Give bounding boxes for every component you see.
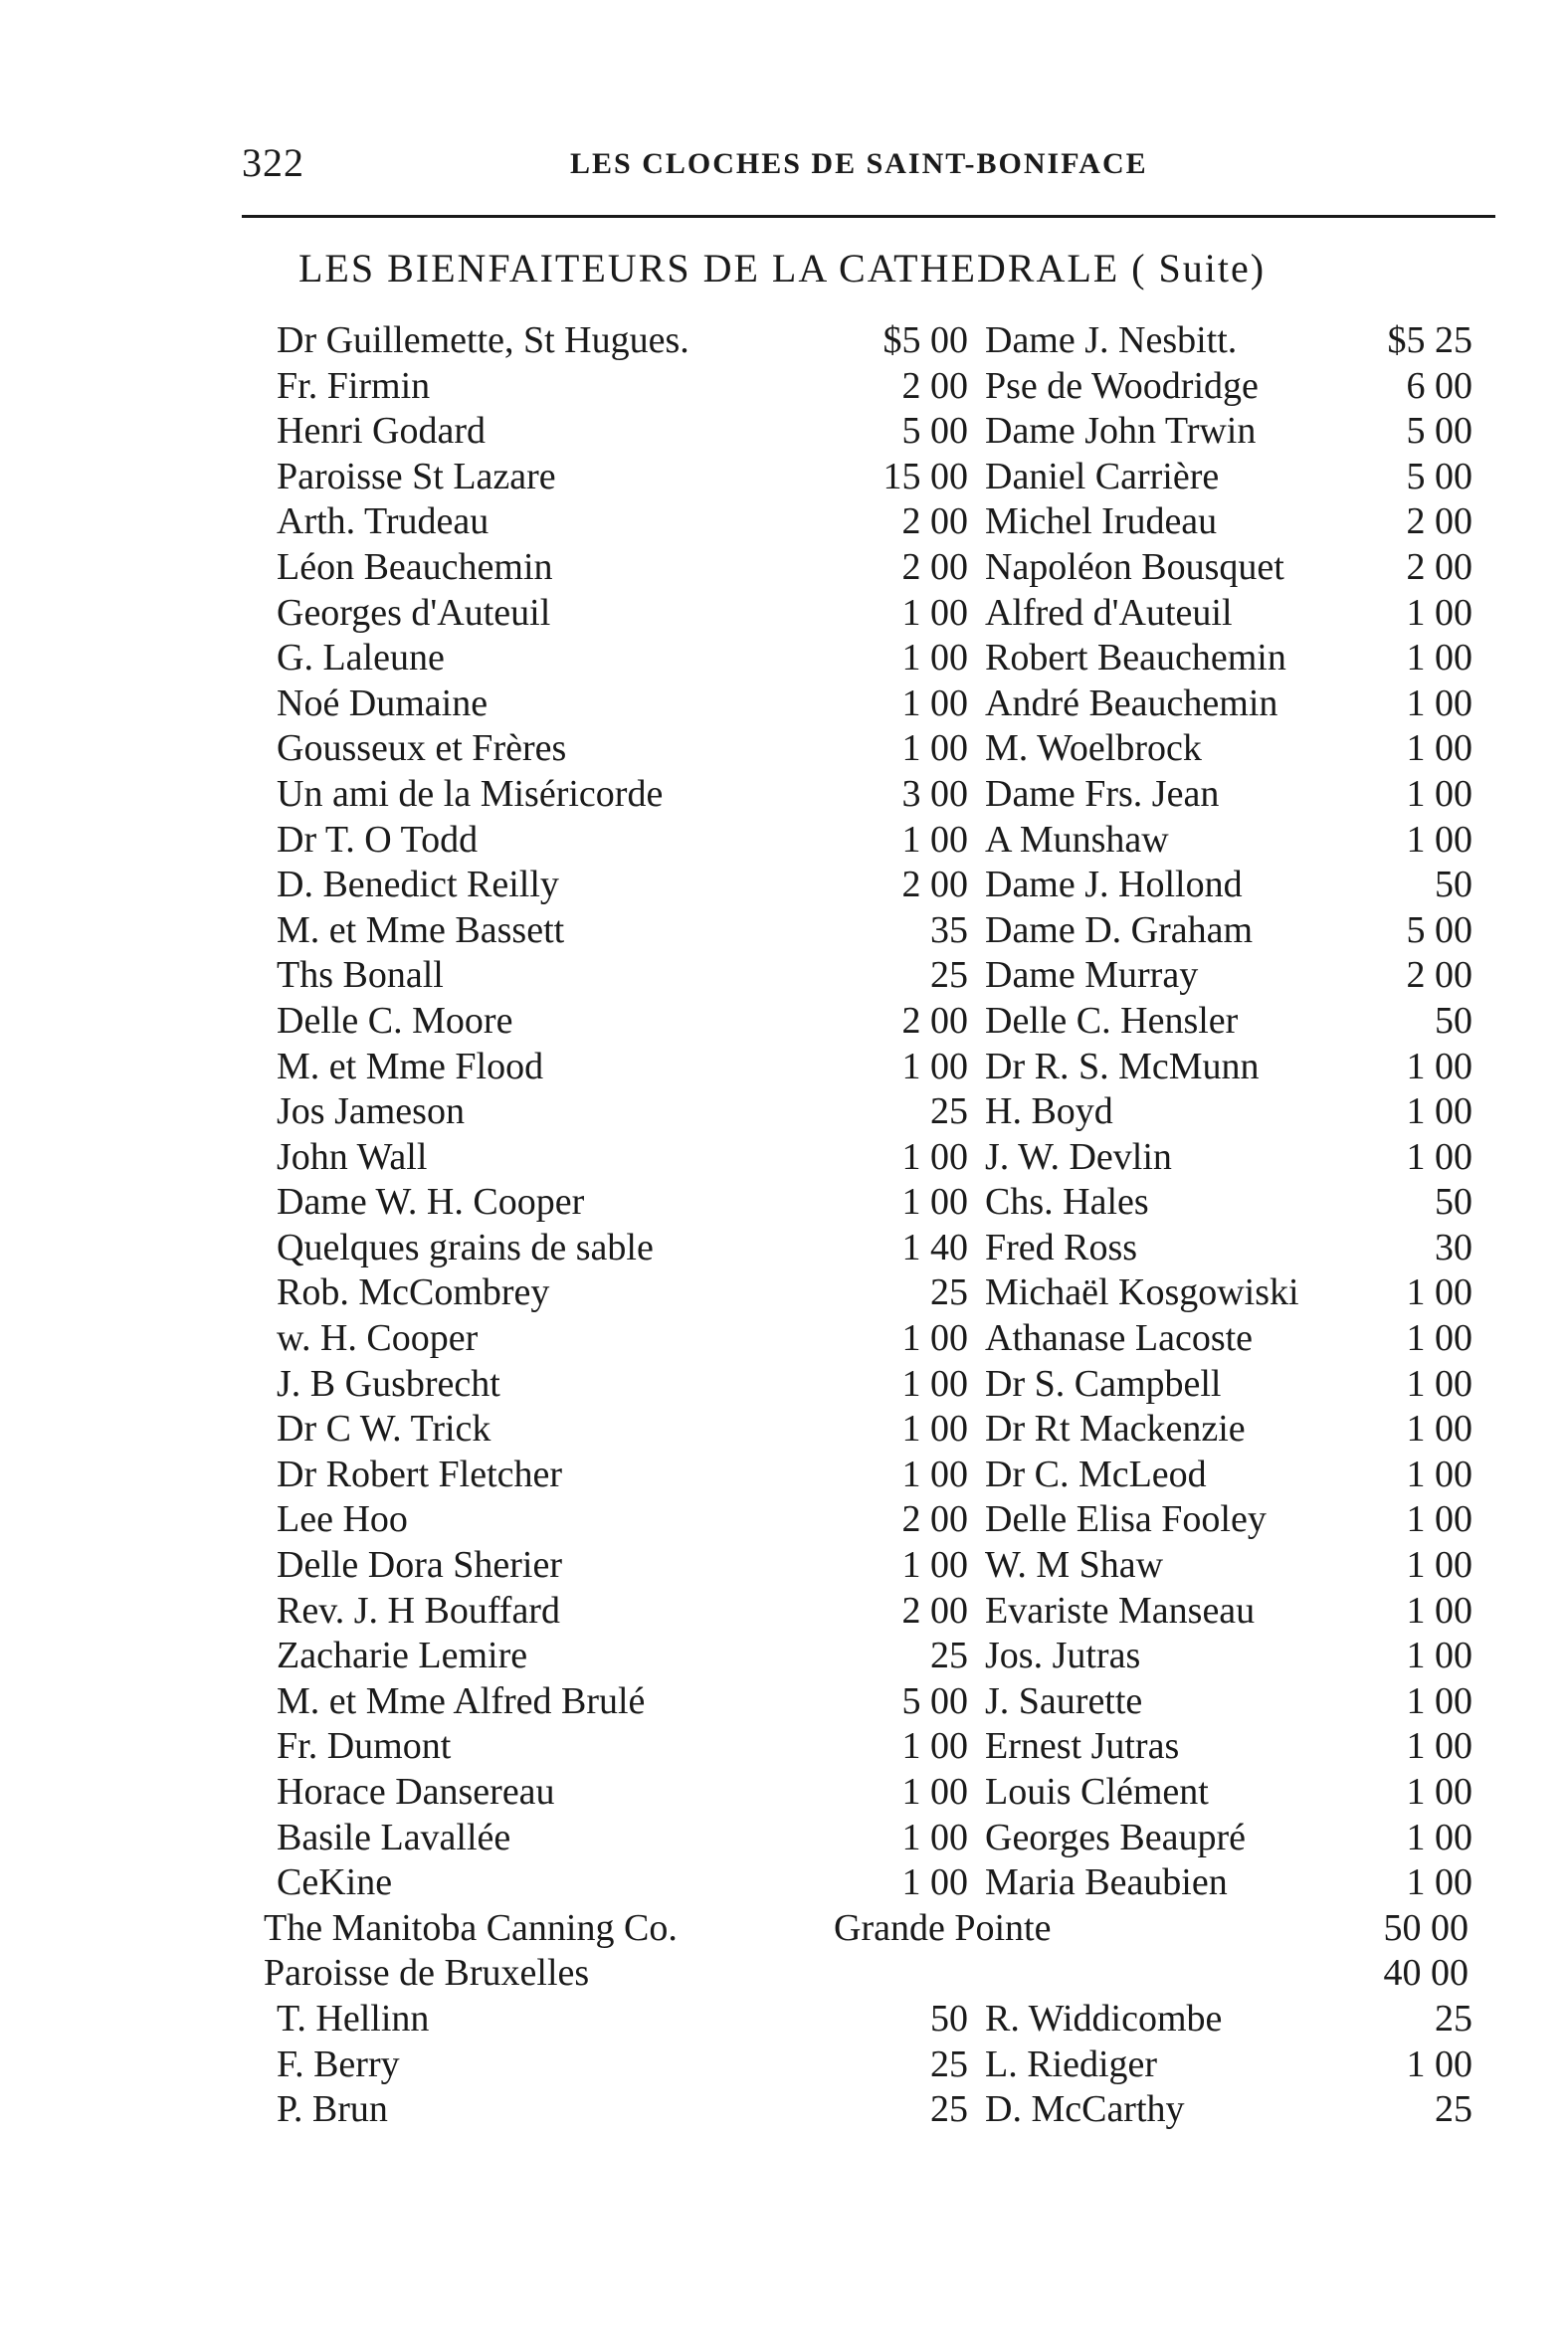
donor-row <box>0 1180 1568 1226</box>
donor-row <box>0 1679 1568 1725</box>
donor-name: Horace Dansereau <box>277 1771 555 1813</box>
donor-row <box>0 772 1568 818</box>
donor-name: Grande Pointe <box>834 1906 1052 1949</box>
donor-name: Daniel Carrière <box>985 455 1220 497</box>
donor-name: Evariste Manseau <box>985 1589 1256 1632</box>
donor-name: Un ami de la Miséricorde <box>277 772 664 815</box>
donor-row <box>0 1045 1568 1090</box>
donor-name: D. Benedict Reilly <box>277 864 559 906</box>
donor-row <box>0 1316 1568 1362</box>
donation-amount: 30 <box>1435 1226 1472 1268</box>
donor-row <box>0 2087 1568 2133</box>
donor-name: Delle C. Hensler <box>985 999 1239 1042</box>
donor-name: Lee Hoo <box>277 1498 408 1541</box>
donation-amount: 1 00 <box>901 818 968 861</box>
donor-row <box>0 1497 1568 1543</box>
donor-name: Alfred d'Auteuil <box>985 591 1233 634</box>
donation-amount: 1 00 <box>1406 772 1472 815</box>
donor-row <box>0 1453 1568 1498</box>
donation-amount: 2 00 <box>1406 545 1472 588</box>
running-title: LES CLOCHES DE SAINT-BONIFACE <box>570 147 1148 180</box>
donation-amount: 1 00 <box>901 1181 968 1224</box>
donor-name: Dr C W. Trick <box>277 1408 491 1451</box>
donation-amount: 1 00 <box>1406 1589 1472 1632</box>
donation-amount: 25 <box>930 2042 968 2085</box>
donation-amount: 1 00 <box>1406 591 1472 634</box>
donor-name: Rob. McCombrey <box>277 1271 550 1314</box>
donor-row <box>0 1997 1568 2042</box>
donor-name: Paroisse de Bruxelles <box>264 1952 590 1995</box>
donation-amount: 25 <box>930 954 968 997</box>
donor-name: T. Hellinn <box>277 1997 430 2040</box>
donor-name: Dr Guillemette, St Hugues. <box>277 319 689 361</box>
donation-amount: 2 00 <box>901 1498 968 1541</box>
donation-amount: 1 00 <box>1406 1635 1472 1677</box>
donor-name: Louis Clément <box>985 1771 1209 1813</box>
donation-amount: 1 40 <box>901 1226 968 1268</box>
donor-name: Dame D. Graham <box>985 908 1254 951</box>
donor-name: Noé Dumaine <box>277 681 489 724</box>
donor-name: Paroisse St Lazare <box>277 455 556 497</box>
donor-name: Rev. J. H Bouffard <box>277 1589 560 1632</box>
donor-name: Henri Godard <box>277 410 486 453</box>
donor-name: Quelques grains de sable <box>277 1226 654 1268</box>
donor-row <box>0 455 1568 500</box>
donation-amount: $5 00 <box>882 319 968 361</box>
donor-name: Dr R. S. McMunn <box>985 1045 1260 1087</box>
donation-amount: 1 00 <box>1406 2042 1472 2085</box>
donor-name: Dame J. Nesbitt. <box>985 319 1238 361</box>
donation-amount: 40 00 <box>1383 1952 1469 1995</box>
donor-name: Chs. Hales <box>985 1181 1149 1224</box>
donor-row <box>0 908 1568 954</box>
donor-name: P. Brun <box>277 2088 388 2131</box>
donor-row <box>0 999 1568 1045</box>
donation-amount: 1 00 <box>901 1771 968 1813</box>
donor-name: Dr Rt Mackenzie <box>985 1408 1246 1451</box>
donation-amount: 1 00 <box>1406 1861 1472 1904</box>
donation-amount: 25 <box>930 1635 968 1677</box>
donor-name: M. et Mme Alfred Brulé <box>277 1679 646 1722</box>
donor-row <box>0 1724 1568 1770</box>
donor-row <box>0 1407 1568 1453</box>
donor-name: R. Widdicombe <box>985 1997 1223 2040</box>
donation-amount: 2 00 <box>1406 500 1472 543</box>
donation-amount: 5 00 <box>1406 455 1472 497</box>
donor-name: Georges d'Auteuil <box>277 591 551 634</box>
donor-row <box>0 1860 1568 1906</box>
donor-name: The Manitoba Canning Co. <box>264 1906 678 1949</box>
donation-amount: 1 00 <box>901 1408 968 1451</box>
donor-name: M. et Mme Bassett <box>277 908 565 951</box>
donation-amount: 1 00 <box>901 681 968 724</box>
donor-name: Michel Irudeau <box>985 500 1218 543</box>
donation-amount: 1 00 <box>901 1861 968 1904</box>
donation-amount: 6 00 <box>1406 364 1472 407</box>
donation-amount: 5 00 <box>901 1679 968 1722</box>
donor-name: J. B Gusbrecht <box>277 1362 500 1405</box>
donation-amount: 1 00 <box>1406 818 1472 861</box>
donation-amount: 1 00 <box>1406 1135 1472 1178</box>
donor-name: Dame Murray <box>985 954 1199 997</box>
donation-amount: 2 00 <box>901 1589 968 1632</box>
donor-name: Ernest Jutras <box>985 1725 1180 1768</box>
donation-amount: 35 <box>930 908 968 951</box>
donation-amount: 2 00 <box>901 999 968 1042</box>
donor-name: Delle Dora Sherier <box>277 1544 562 1587</box>
donor-name: Arth. Trudeau <box>277 500 490 543</box>
section-title: LES BIENFAITEURS DE LA CATHEDRALE ( Suite) <box>298 246 1267 291</box>
donor-name: J. W. Devlin <box>985 1135 1172 1178</box>
donor-name: Georges Beaupré <box>985 1816 1247 1858</box>
donation-amount: 1 00 <box>901 637 968 680</box>
donor-name: Dame J. Hollond <box>985 864 1243 906</box>
donor-row <box>0 1089 1568 1135</box>
donation-amount: 1 00 <box>901 1453 968 1495</box>
donation-amount: 50 <box>930 1997 968 2040</box>
donation-amount: 1 00 <box>1406 1544 1472 1587</box>
donor-row <box>0 318 1568 364</box>
donor-name: Napoléon Bousquet <box>985 545 1284 588</box>
donor-name: A Munshaw <box>985 818 1169 861</box>
donor-row <box>0 726 1568 772</box>
donation-amount: 15 00 <box>882 455 968 497</box>
donor-name: Dame Frs. Jean <box>985 772 1220 815</box>
donation-amount: 1 00 <box>1406 1453 1472 1495</box>
donor-row <box>0 1135 1568 1181</box>
donation-amount: 1 00 <box>901 1045 968 1087</box>
donation-amount: 1 00 <box>1406 1771 1472 1813</box>
donor-name: Pse de Woodridge <box>985 364 1259 407</box>
donor-name: Jos. Jutras <box>985 1635 1141 1677</box>
donation-amount: 1 00 <box>1406 1679 1472 1722</box>
donor-name: Athanase Lacoste <box>985 1317 1254 1360</box>
donor-row <box>0 818 1568 864</box>
donation-amount: 1 00 <box>1406 1045 1472 1087</box>
donor-name: w. H. Cooper <box>277 1317 479 1360</box>
donation-amount: 1 00 <box>1406 1271 1472 1314</box>
donor-row <box>0 1770 1568 1816</box>
donation-amount: 50 <box>1435 999 1472 1042</box>
donor-row <box>0 545 1568 591</box>
donor-row <box>0 1589 1568 1635</box>
donor-row <box>0 1634 1568 1679</box>
donation-amount: 1 00 <box>901 727 968 770</box>
donor-name: Dr Robert Fletcher <box>277 1453 563 1495</box>
donor-name: J. Saurette <box>985 1679 1143 1722</box>
donor-name: Delle Elisa Fooley <box>985 1498 1267 1541</box>
donor-name: John Wall <box>277 1135 428 1178</box>
donor-name: Fr. Dumont <box>277 1725 452 1768</box>
donor-name: Dr C. McLeod <box>985 1453 1207 1495</box>
donor-name: Michaël Kosgowiski <box>985 1271 1299 1314</box>
donation-amount: 1 00 <box>901 1362 968 1405</box>
donor-row <box>0 863 1568 908</box>
donation-amount: 1 00 <box>901 1725 968 1768</box>
donation-amount: 1 00 <box>1406 1408 1472 1451</box>
donor-name: Fr. Firmin <box>277 364 431 407</box>
donor-name: Dame W. H. Cooper <box>277 1181 585 1224</box>
donor-name: H. Boyd <box>985 1090 1113 1133</box>
donation-amount: 2 00 <box>1406 954 1472 997</box>
donor-row <box>0 1951 1568 1997</box>
donation-amount: 1 00 <box>901 1317 968 1360</box>
donor-row <box>0 2042 1568 2088</box>
donor-row <box>0 364 1568 410</box>
donor-name: Robert Beauchemin <box>985 637 1286 680</box>
donation-amount: 25 <box>930 1271 968 1314</box>
donation-amount: 50 <box>1435 1181 1472 1224</box>
donation-amount: 1 00 <box>1406 1317 1472 1360</box>
donor-row <box>0 636 1568 681</box>
donation-amount: 5 00 <box>1406 410 1472 453</box>
donation-amount: 5 00 <box>1406 908 1472 951</box>
donor-name: M. Woelbrock <box>985 727 1202 770</box>
donor-name: Gousseux et Frères <box>277 727 567 770</box>
donation-amount: 1 00 <box>1406 1090 1472 1133</box>
donation-amount: 1 00 <box>901 1544 968 1587</box>
donation-amount: 25 <box>1435 1997 1472 2040</box>
donor-row <box>0 1906 1568 1952</box>
donor-name: Maria Beaubien <box>985 1861 1228 1904</box>
donation-amount: 1 00 <box>1406 1362 1472 1405</box>
donor-name: F. Berry <box>277 2042 400 2085</box>
donation-amount: 25 <box>1435 2088 1472 2131</box>
donor-row <box>0 1226 1568 1271</box>
donor-name: M. et Mme Flood <box>277 1045 544 1087</box>
donation-amount: 3 00 <box>901 772 968 815</box>
donation-amount: 50 00 <box>1383 1906 1469 1949</box>
donor-row <box>0 409 1568 455</box>
donor-name: D. McCarthy <box>985 2088 1185 2131</box>
donor-name: G. Laleune <box>277 637 445 680</box>
donation-amount: 1 00 <box>1406 727 1472 770</box>
donation-amount: 5 00 <box>901 410 968 453</box>
donor-name: L. Riediger <box>985 2042 1158 2085</box>
donor-row <box>0 681 1568 727</box>
donor-name: Ths Bonall <box>277 954 444 997</box>
donation-amount: 2 00 <box>901 500 968 543</box>
donor-name: Delle C. Moore <box>277 999 513 1042</box>
donation-amount: 50 <box>1435 864 1472 906</box>
donor-row <box>0 591 1568 637</box>
donation-amount: 1 00 <box>1406 1498 1472 1541</box>
donation-amount: 2 00 <box>901 364 968 407</box>
donation-amount: $5 25 <box>1387 319 1472 361</box>
donor-row <box>0 1816 1568 1861</box>
donor-list <box>0 318 1568 2133</box>
page-number: 322 <box>242 140 304 185</box>
donation-amount: 1 00 <box>901 1816 968 1858</box>
donation-amount: 1 00 <box>1406 681 1472 724</box>
donor-name: Fred Ross <box>985 1226 1138 1268</box>
donor-name: André Beauchemin <box>985 681 1278 724</box>
donor-name: Jos Jameson <box>277 1090 465 1133</box>
donor-name: Dr S. Campbell <box>985 1362 1222 1405</box>
donation-amount: 25 <box>930 2088 968 2131</box>
donor-row <box>0 1543 1568 1589</box>
donor-name: W. M Shaw <box>985 1544 1164 1587</box>
donation-amount: 2 00 <box>901 545 968 588</box>
donation-amount: 1 00 <box>1406 1725 1472 1768</box>
donation-amount: 1 00 <box>1406 637 1472 680</box>
donor-name: Basile Lavallée <box>277 1816 511 1858</box>
donation-amount: 25 <box>930 1090 968 1133</box>
donation-amount: 1 00 <box>901 591 968 634</box>
donation-amount: 1 00 <box>901 1135 968 1178</box>
donor-name: Dame John Trwin <box>985 410 1257 453</box>
donor-name: Léon Beauchemin <box>277 545 553 588</box>
donor-row <box>0 1362 1568 1408</box>
header-rule <box>242 215 1495 218</box>
donor-name: Dr T. O Todd <box>277 818 479 861</box>
donor-row <box>0 953 1568 999</box>
donor-row <box>0 499 1568 545</box>
running-head <box>242 139 1495 189</box>
donation-amount: 2 00 <box>901 864 968 906</box>
donation-amount: 1 00 <box>1406 1816 1472 1858</box>
donor-name: CeKine <box>277 1861 393 1904</box>
donor-row <box>0 1270 1568 1316</box>
donor-name: Zacharie Lemire <box>277 1635 528 1677</box>
